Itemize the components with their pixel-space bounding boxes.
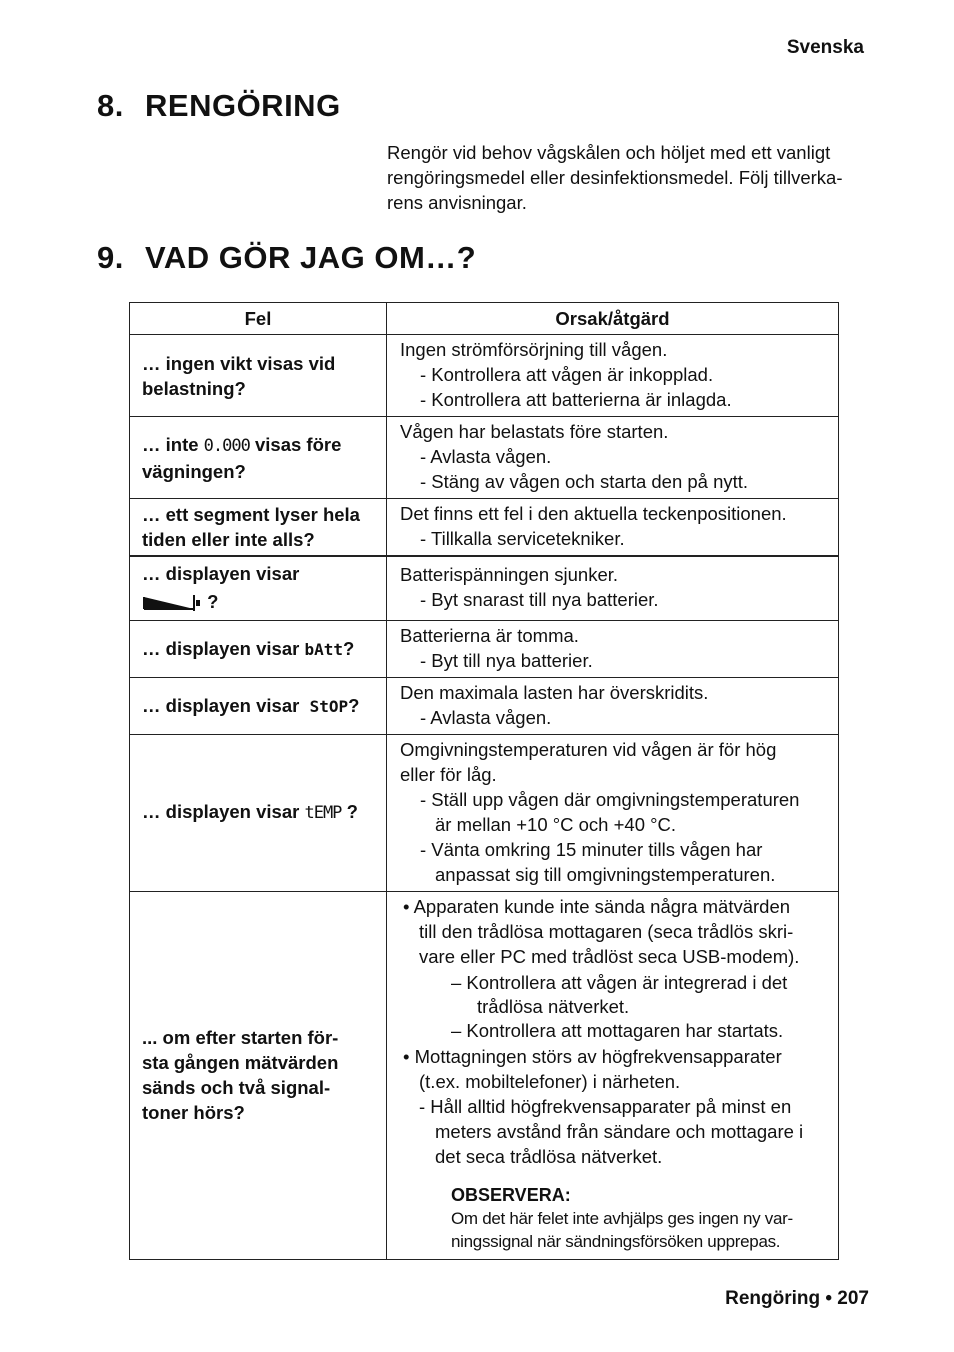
display-batt-glyph: bAtt xyxy=(304,639,343,659)
problem-text: ? xyxy=(343,637,355,659)
bullet-line: • Apparaten kunde inte sända några mätvärden xyxy=(403,895,791,917)
table-header-row xyxy=(130,303,839,335)
text-line: rengöringsmedel eller desinfektionsmedel. Följ tillverka- xyxy=(387,167,843,188)
section-number: 8. xyxy=(97,88,124,123)
problem-line: vägningen? xyxy=(142,460,246,482)
cause-text: Batterispänningen sjunker. xyxy=(400,564,619,586)
action-item: - Håll alltid högfrekvensapparater på minst en xyxy=(419,1095,792,1117)
action-item: - Byt snarast till nya batterier. xyxy=(420,589,659,611)
note-title: OBSERVERA: xyxy=(451,1184,571,1205)
problem-line: tiden eller inte alls? xyxy=(142,529,315,550)
problem-cell xyxy=(130,734,387,891)
action-item: - Ställ upp vågen där omgivningstemperaturen xyxy=(420,788,800,810)
cause-text: eller för låg. xyxy=(400,763,497,785)
cause-text: Omgivningstemperaturen vid vågen är för hög xyxy=(400,738,777,760)
solution-cell xyxy=(387,677,839,734)
table-row xyxy=(130,335,839,417)
problem-cell xyxy=(130,499,387,557)
action-item-cont: är mellan +10 °C och +40 °C. xyxy=(435,813,677,835)
problem-text: visas före xyxy=(255,433,342,455)
action-item-cont: det seca trådlösa nätverket. xyxy=(435,1145,663,1167)
problem-cell xyxy=(130,417,387,499)
note-text: Om det här felet inte avhjälps ges ingen ny var- xyxy=(451,1208,793,1228)
language-label: Svenska xyxy=(786,37,864,58)
problem-line xyxy=(142,693,382,719)
solution-cell xyxy=(387,417,839,499)
note-text: ningssignal när sändningsförsöken upprepas. xyxy=(451,1231,781,1251)
action-item: - Kontrollera att batterierna är inlagda. xyxy=(420,389,732,410)
problem-line: … ett segment lyser hela xyxy=(142,504,360,525)
cause-text: Den maximala lasten har överskridits. xyxy=(400,681,709,703)
problem-line xyxy=(142,432,382,459)
problem-line xyxy=(142,636,382,662)
action-item: - Stäng av vågen och starta den på nytt. xyxy=(420,471,749,492)
cause-text: Ingen strömförsörjning till vågen. xyxy=(400,339,668,360)
troubleshooting-table xyxy=(129,302,839,1260)
problem-text: … inte xyxy=(142,433,199,455)
section-9-heading xyxy=(97,240,476,276)
problem-line xyxy=(142,799,382,826)
action-item: - Tillkalla servicetekniker. xyxy=(420,528,625,549)
text-line: rens anvisningar. xyxy=(387,192,527,213)
page-footer: Rengöring • 207 xyxy=(725,1288,869,1309)
low-battery-icon xyxy=(142,593,202,613)
problem-text: ? xyxy=(346,801,358,822)
table-row xyxy=(130,734,839,891)
action-item: - Vänta omkring 15 minuter tills vågen har xyxy=(420,838,763,860)
bullet-line: • Mottagningen störs av högfrekvensapparater xyxy=(403,1045,782,1067)
column-header-fel: Fel xyxy=(130,303,387,335)
solution-cell xyxy=(387,499,839,557)
table-row xyxy=(130,417,839,499)
section-title: VAD GÖR JAG OM…? xyxy=(145,240,477,275)
problem-line: belastning? xyxy=(142,377,246,399)
problem-line: … displayen visar xyxy=(142,563,300,584)
table-row xyxy=(130,620,839,677)
action-item-cont: meters avstånd från sändare och mottagare i xyxy=(435,1120,804,1142)
problem-cell xyxy=(130,891,387,1259)
section-number: 9. xyxy=(97,240,124,275)
table-row xyxy=(130,677,839,734)
problem-line xyxy=(142,589,382,614)
solution-cell xyxy=(387,891,839,1259)
display-0000-glyph: 0.000 xyxy=(203,435,250,456)
action-item: - Avlasta vågen. xyxy=(420,446,552,467)
problem-line: sänds och två signal- xyxy=(142,1077,331,1098)
action-item: - Byt till nya batterier. xyxy=(420,649,593,671)
cause-text: Batterierna är tomma. xyxy=(400,624,579,646)
problem-cell xyxy=(130,556,387,620)
column-header-orsak: Orsak/åtgärd xyxy=(387,303,839,335)
section-8-heading xyxy=(97,88,341,124)
problem-cell xyxy=(130,677,387,734)
bullet-line-cont: vare eller PC med trådlöst seca USB-modem). xyxy=(419,945,800,967)
problem-line: … ingen vikt visas vid xyxy=(142,352,336,374)
dash-item: – Kontrollera att vågen är integrerad i det xyxy=(451,971,788,993)
problem-line: ... om efter starten för- xyxy=(142,1027,339,1048)
dash-item: – Kontrollera att mottagaren har startats. xyxy=(451,1019,784,1041)
problem-text: … displayen visar xyxy=(142,801,300,822)
problem-cell xyxy=(130,620,387,677)
problem-line: toner hörs? xyxy=(142,1102,245,1123)
table-row xyxy=(130,556,839,620)
problem-text: … displayen visar xyxy=(142,694,300,716)
dash-item-cont: trådlösa nätverket. xyxy=(477,995,630,1017)
table-row xyxy=(130,891,839,1259)
table-row xyxy=(130,499,839,557)
problem-cell xyxy=(130,335,387,417)
cleaning-text xyxy=(387,140,877,215)
bullet-line-cont: till den trådlösa mottagaren (seca trådlös skri- xyxy=(419,920,794,942)
section-title: RENGÖRING xyxy=(145,88,341,123)
solution-cell xyxy=(387,620,839,677)
cause-text: Vågen har belastats före starten. xyxy=(400,421,669,442)
action-item-cont: anpassat sig till omgivningstemperaturen. xyxy=(435,863,776,885)
solution-cell xyxy=(387,734,839,891)
problem-line: sta gången mätvärden xyxy=(142,1052,339,1073)
action-item: - Avlasta vågen. xyxy=(420,706,552,728)
action-item: - Kontrollera att vågen är inkopplad. xyxy=(420,364,714,385)
solution-cell xyxy=(387,556,839,620)
problem-text: … displayen visar xyxy=(142,637,300,659)
text-line: Rengör vid behov vågskålen och höljet med ett vanligt xyxy=(387,142,831,163)
display-stop-glyph: StOP xyxy=(309,696,349,716)
cause-text: Det finns ett fel i den aktuella teckenpositionen. xyxy=(400,503,787,524)
problem-text: ? xyxy=(207,591,219,612)
display-temp-glyph: tEMP xyxy=(304,803,342,823)
problem-text: ? xyxy=(348,694,360,716)
solution-cell xyxy=(387,335,839,417)
bullet-line-cont: (t.ex. mobiltelefoner) i närheten. xyxy=(419,1070,681,1092)
